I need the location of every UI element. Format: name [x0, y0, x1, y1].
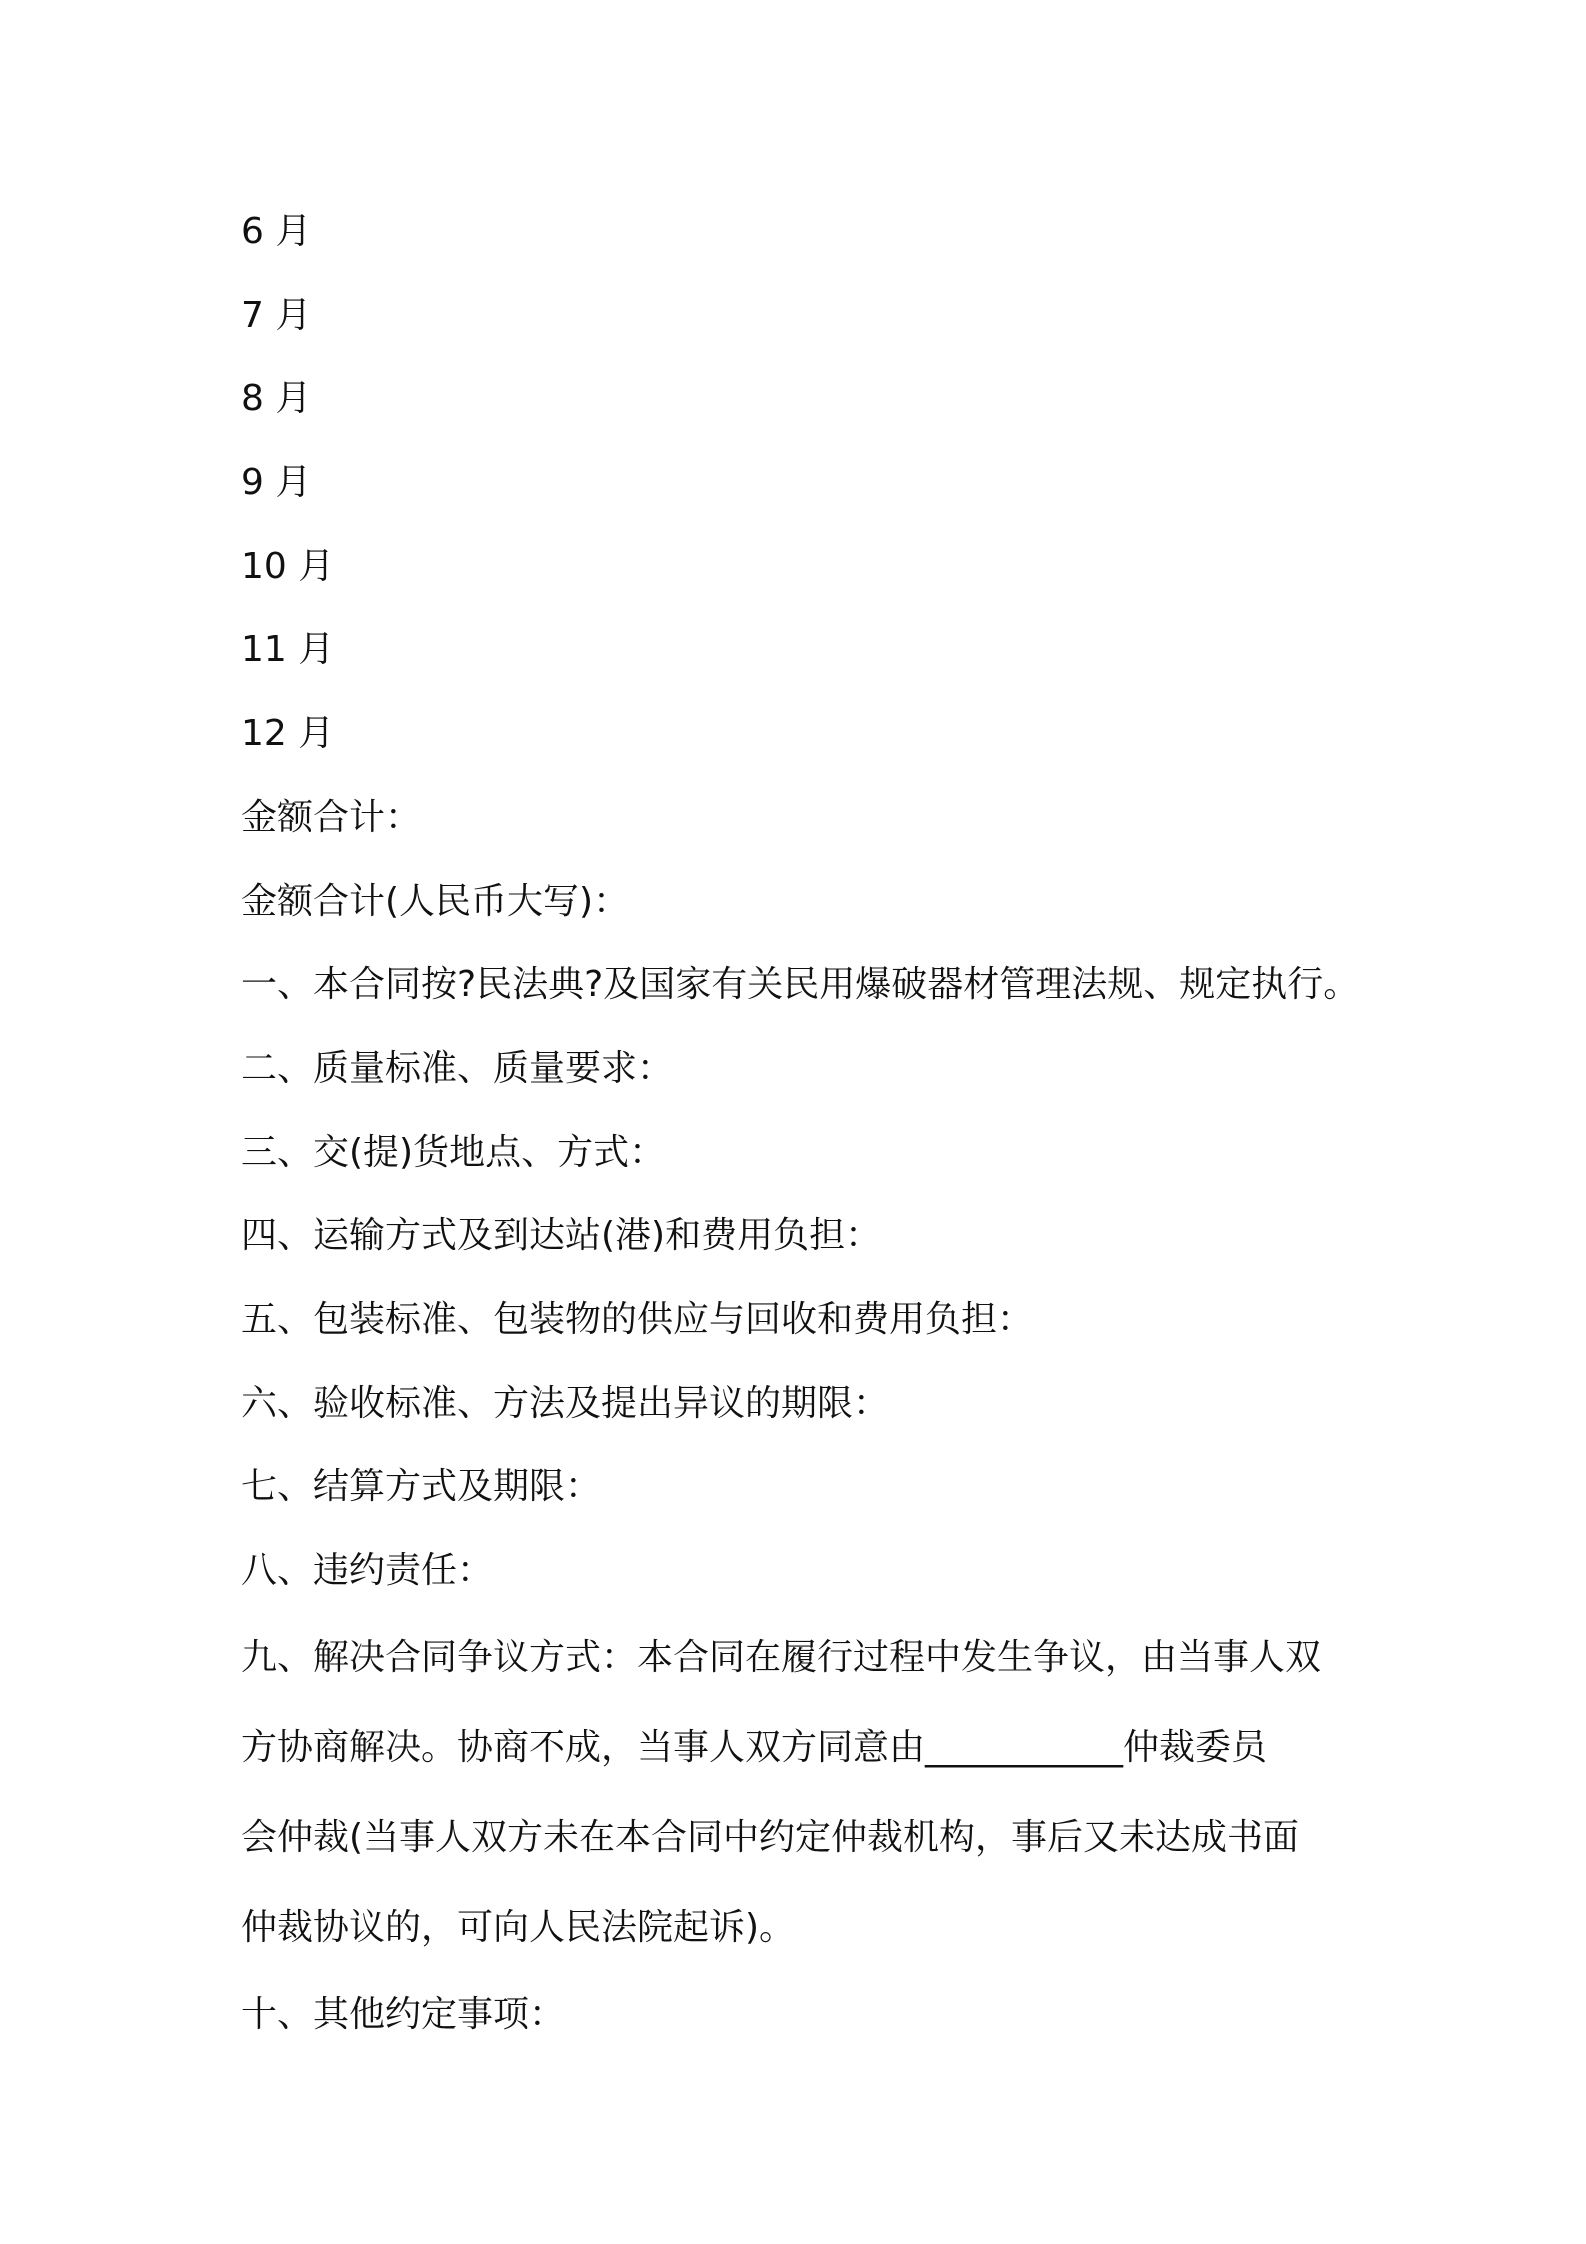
month-row-9: 9 月: [241, 462, 312, 504]
clause-9: [241, 1613, 1361, 1973]
clause-3: 三、交(提)货地点、方式：: [241, 1131, 666, 1173]
clause-9-line: 方协商解决。协商不成，当事人双方同意由___________仲裁委员: [241, 1726, 1268, 1768]
clause-10: 十、其他约定事项：: [241, 1993, 566, 2035]
month-row-6: 6 月: [241, 211, 312, 252]
total-amount-label: 金额合计：: [241, 796, 422, 838]
clause-2: 二、质量标准、质量要求：: [241, 1047, 674, 1089]
month-row-7: 7 月: [241, 294, 312, 336]
clause-9-line: 会仲裁(当事人双方未在本合同中约定仲裁机构，事后又未达成书面: [241, 1816, 1300, 1858]
clause-9-line: 仲裁协议的，可向人民法院起诉)。: [241, 1906, 796, 1948]
document-body: [241, 190, 1361, 2056]
clause-6: 六、验收标准、方法及提出异议的期限：: [241, 1382, 890, 1424]
month-row-10: 10 月: [241, 545, 335, 587]
clause-7: 七、结算方式及期限：: [241, 1466, 602, 1508]
clause-1: 一、本合同按?民法典?及国家有关民用爆破器材管理法规、规定执行。: [241, 964, 1360, 1006]
month-row-11: 11 月: [241, 629, 335, 671]
clause-4: 四、运输方式及到达站(港)和费用负担：: [241, 1215, 882, 1257]
clause-8: 八、违约责任：: [241, 1550, 494, 1591]
clause-9-line: 九、解决合同争议方式：本合同在履行过程中发生争议，由当事人双: [241, 1636, 1322, 1678]
total-amount-rmb-label: 金额合计(人民币大写)：: [241, 880, 630, 922]
month-row-12: 12 月: [241, 713, 335, 755]
clause-5: 五、包装标准、包装物的供应与回收和费用负担：: [241, 1298, 1034, 1340]
month-row-8: 8 月: [241, 378, 312, 420]
